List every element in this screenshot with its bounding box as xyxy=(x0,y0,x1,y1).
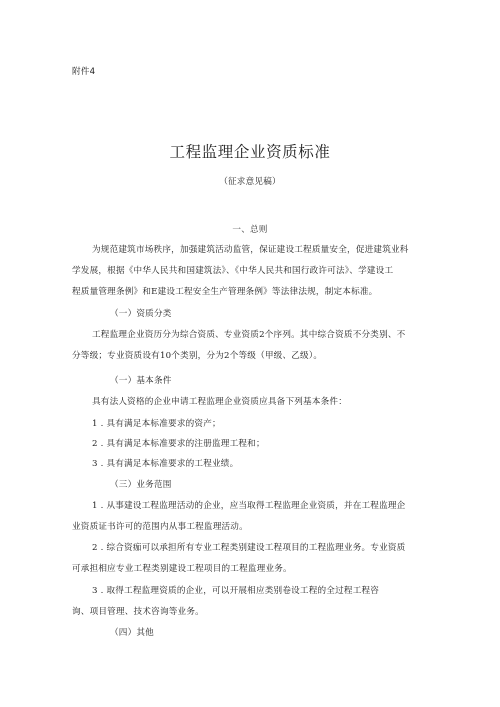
general-paragraph-line: 程质量管理条例》和E建设工程安全生产管理条例》等法律法规，制定本标准。 xyxy=(72,287,378,297)
basic-condition-item: 2 . 具有满足本标准要求的注册监理工程和； xyxy=(92,439,265,449)
classification-heading: （一）资质分类 xyxy=(110,309,172,319)
attachment-label: 附件4 xyxy=(72,67,96,77)
business-scope-heading: （三）业务范围 xyxy=(110,480,172,490)
business-scope-line: 3 . 取得工程监理资质的企业，可以开展相应类别卷设工程的全过程工程咨 xyxy=(92,586,380,596)
business-scope-line: 2 . 综合资痂可以承担所有专业工程类别建设工程项目的工程监理业务。专业资质 xyxy=(92,543,406,553)
general-paragraph-line: 学发展，根据《中华人民共和国建筑法》、《中华人民共和国行政许可法》、学建设工 xyxy=(72,266,394,276)
basic-condition-item: 1 . 具有满足本标准要求的资产； xyxy=(92,419,221,429)
basic-conditions-intro: 具有法人资格的企业申请工程监理企业资质应具备下列基本条件： xyxy=(92,397,348,407)
document-title: 工程监理企业资质标准 xyxy=(169,143,331,161)
classification-paragraph-line: 工程监理企业资历分为综合资质、专业资质2个序列。其中综合资质不分类别、不 xyxy=(92,330,406,340)
section-general-heading: 一、总则 xyxy=(232,225,268,235)
document-subtitle: （征求意见稿） xyxy=(219,177,281,187)
other-heading: （四）其他 xyxy=(110,628,154,638)
business-scope-line: 1 . 从事建设工程监理活动的企业，应当取得工程监理企业资质，并在工程监理企 xyxy=(92,501,406,511)
business-scope-line: 询、项目管理、技术咨询等业务。 xyxy=(72,607,204,617)
classification-paragraph-line: 分等级；专业资质设有10个类别，分为2个等级（甲级、乙级）。 xyxy=(72,351,323,361)
general-paragraph-line: 为规范建筑市场秩序，加强建筑活动监管，保证建设工程质量安全，促进建筑业科 xyxy=(92,245,409,255)
basic-condition-item: 3 . 具有满足本标准要求的工程业绩。 xyxy=(92,459,239,469)
business-scope-line: 业资质证书许可的范围内从事工程监理活动。 xyxy=(72,522,248,532)
basic-conditions-heading: （一）基本条件 xyxy=(110,376,172,386)
business-scope-line: 可承担相应专业工程类别建设工程项目的工程监理业务。 xyxy=(72,564,292,574)
